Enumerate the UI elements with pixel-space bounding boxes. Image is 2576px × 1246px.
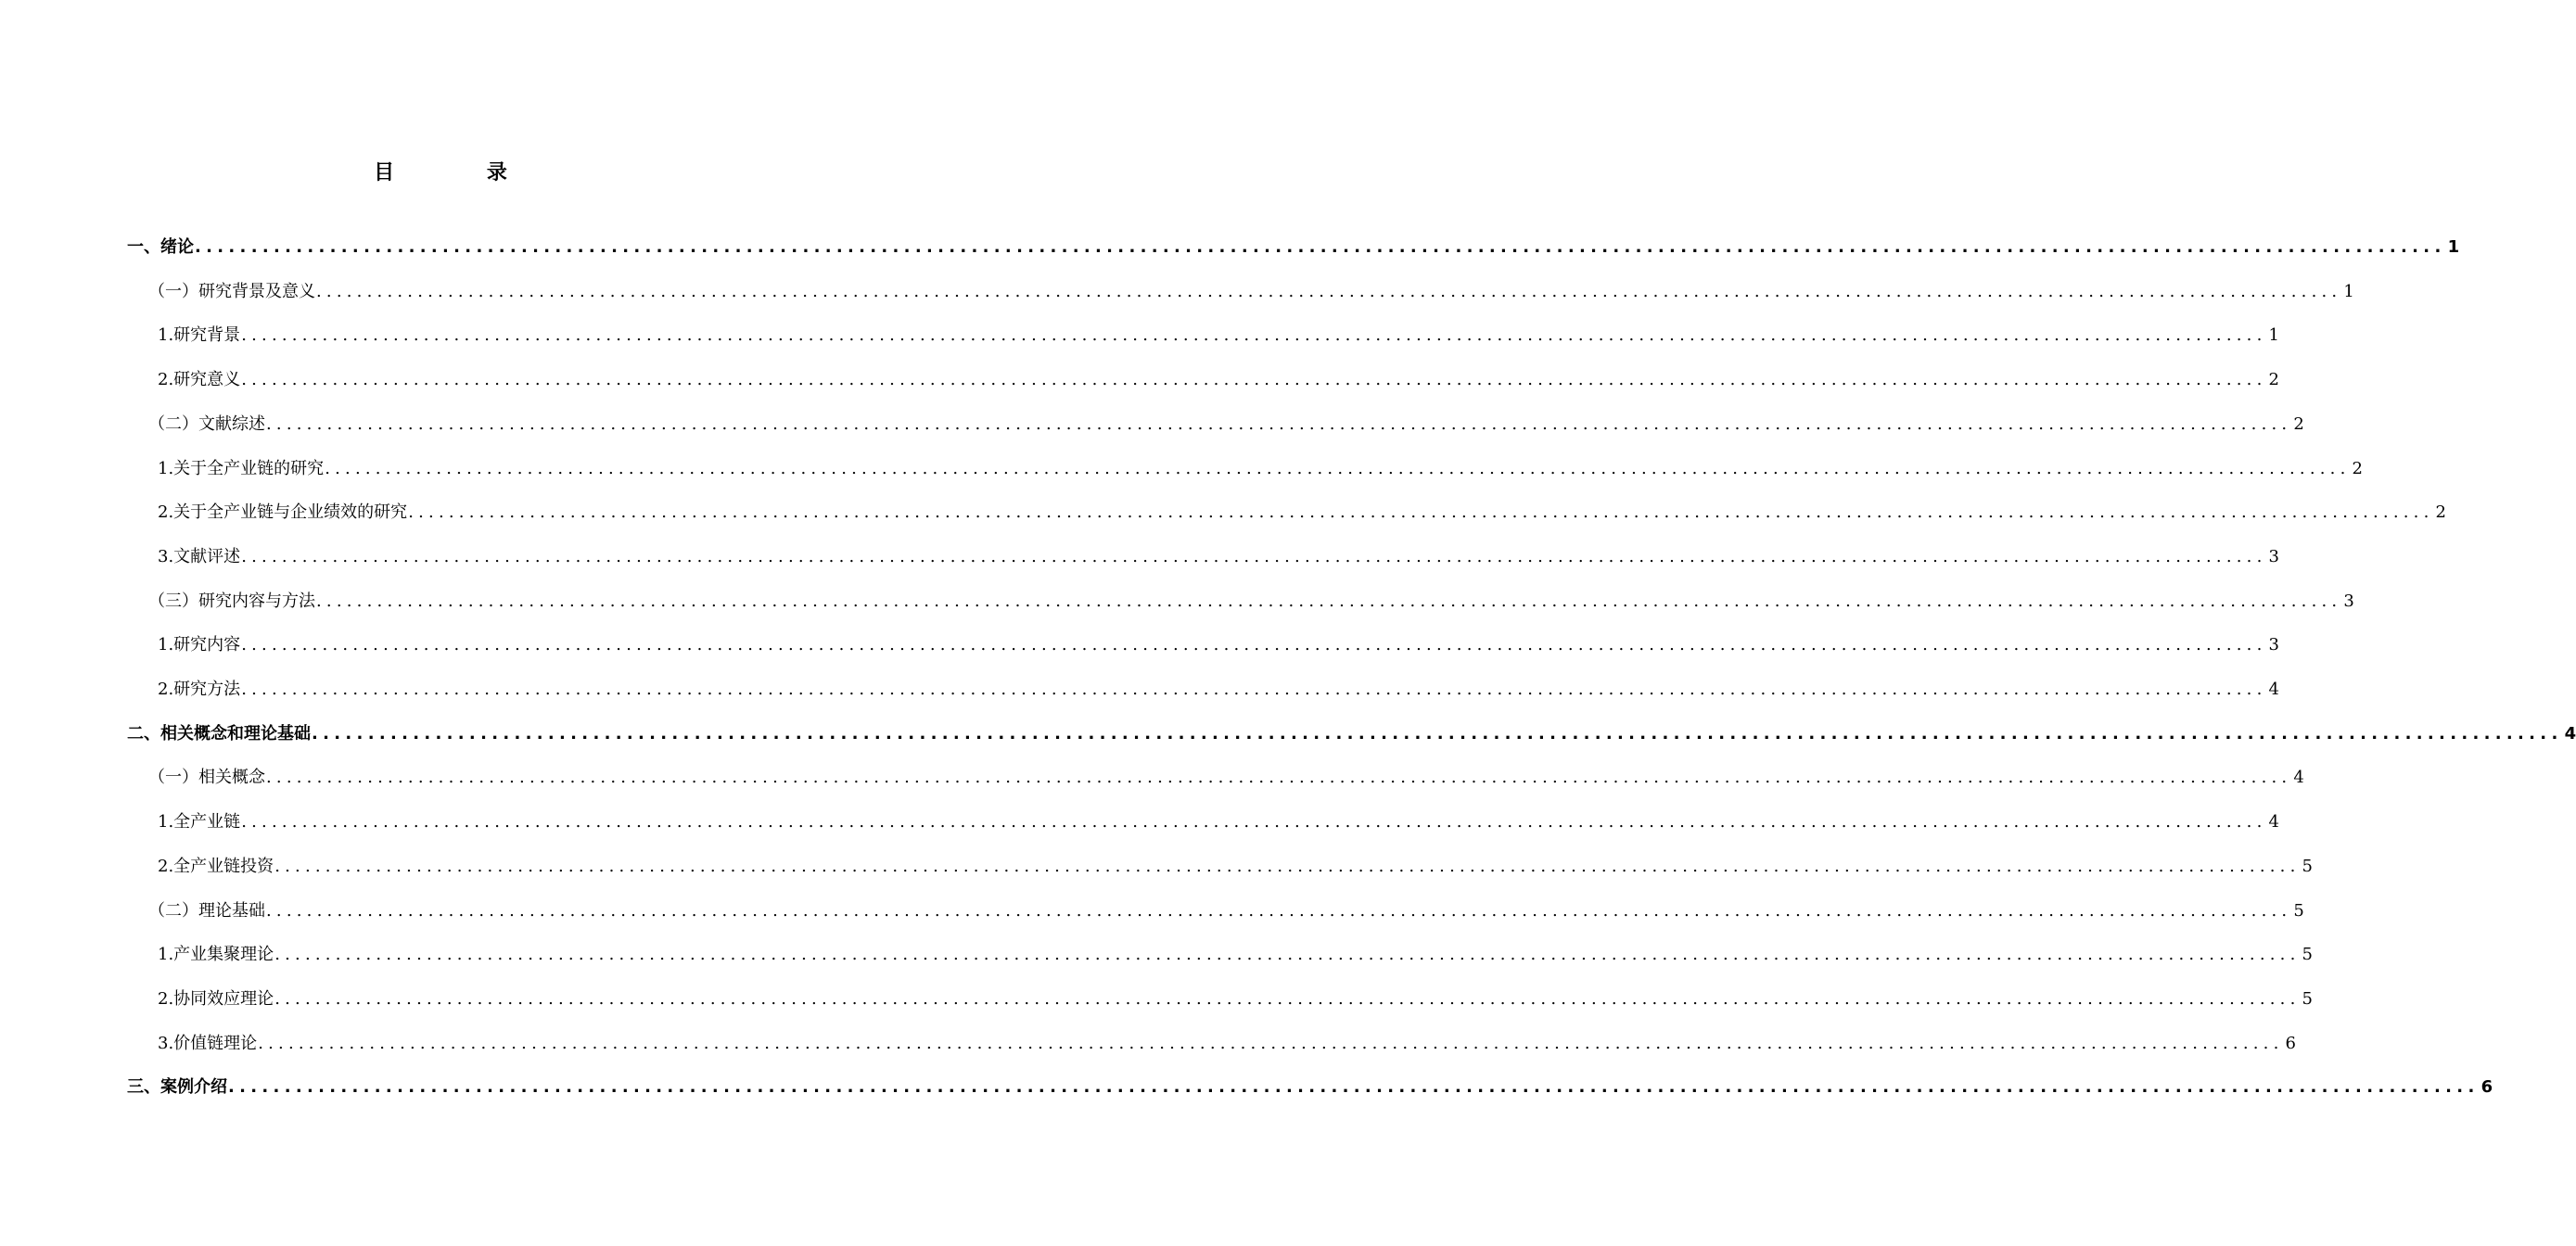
toc-entry[interactable] bbox=[127, 716, 2576, 753]
toc-page-number: 3 bbox=[2268, 635, 2279, 655]
toc-entry-label: （二）理论基础 bbox=[148, 900, 265, 921]
toc-page-number: 5 bbox=[2302, 945, 2313, 965]
toc-entry[interactable] bbox=[148, 273, 2354, 311]
toc-page-number: 2 bbox=[2293, 413, 2304, 434]
toc-entry[interactable] bbox=[158, 936, 2313, 973]
toc-dot-leader: ........................................................................................................................................................................................................ bbox=[241, 546, 2267, 566]
toc-dot-leader: ........................................................................................................................................................................................................ bbox=[241, 370, 2267, 390]
toc-entry[interactable] bbox=[158, 362, 2279, 399]
toc-dot-leader: ........................................................................................................................................................................................................ bbox=[266, 768, 2292, 788]
toc-entry[interactable] bbox=[148, 583, 2354, 620]
toc-entry-label: 2.协同效应理论 bbox=[158, 988, 274, 1009]
toc-page-number: 1 bbox=[2268, 325, 2279, 346]
toc-entry-label: 三、案例介绍 bbox=[127, 1077, 227, 1098]
toc-dot-leader: ........................................................................................................................................................................................................ bbox=[312, 723, 2563, 744]
toc-dot-leader: ........................................................................................................................................................................................................ bbox=[241, 635, 2267, 655]
toc-entry[interactable] bbox=[158, 627, 2279, 664]
toc-page-number: 3 bbox=[2343, 591, 2354, 611]
toc-page-number: 4 bbox=[2268, 680, 2279, 699]
toc-page-number: 1 bbox=[2343, 281, 2354, 301]
toc-entry-label: 2.研究方法 bbox=[158, 680, 241, 699]
toc-entry-label: 1.产业集聚理论 bbox=[158, 945, 274, 965]
toc-entry-label: 2.全产业链投资 bbox=[158, 856, 274, 876]
toc-page-number: 2 bbox=[2352, 458, 2363, 478]
toc-page-number: 2 bbox=[2268, 370, 2279, 390]
toc-entry[interactable] bbox=[158, 317, 2279, 354]
toc-page-number: 6 bbox=[2480, 1077, 2493, 1098]
toc-entry[interactable] bbox=[158, 539, 2279, 576]
toc-entry[interactable] bbox=[158, 494, 2446, 531]
toc-dot-leader: ........................................................................................................................................................................................................ bbox=[316, 591, 2342, 611]
toc-page-number: 2 bbox=[2435, 502, 2446, 523]
toc-entry-label: 二、相关概念和理论基础 bbox=[127, 723, 311, 744]
toc-dot-leader: ........................................................................................................................................................................................................ bbox=[274, 856, 2301, 876]
toc-dot-leader: ........................................................................................................................................................................................................ bbox=[325, 458, 2351, 478]
toc-entry[interactable] bbox=[148, 893, 2304, 930]
toc-page-number: 5 bbox=[2293, 900, 2304, 921]
toc-entry[interactable] bbox=[158, 451, 2363, 488]
toc-entry[interactable] bbox=[127, 229, 2460, 266]
toc-dot-leader: ........................................................................................................................................................................................................ bbox=[266, 900, 2292, 921]
toc-dot-leader: ........................................................................................................................................................................................................ bbox=[408, 502, 2434, 523]
toc-dot-leader: ........................................................................................................................................................................................................ bbox=[241, 812, 2267, 833]
toc-entry-label: （一）相关概念 bbox=[148, 768, 265, 788]
toc-page-number: 4 bbox=[2293, 768, 2304, 788]
toc-entry-label: （三）研究内容与方法 bbox=[148, 591, 315, 611]
toc-dot-leader: ........................................................................................................................................................................................................ bbox=[258, 1033, 2284, 1053]
toc-page-number: 3 bbox=[2268, 546, 2279, 566]
toc-entry[interactable] bbox=[148, 759, 2304, 796]
toc-entry-label: （二）文献综述 bbox=[148, 413, 265, 434]
toc-dot-leader: ........................................................................................................................................................................................................ bbox=[274, 988, 2301, 1009]
toc-entry[interactable] bbox=[158, 1025, 2296, 1062]
toc-entry[interactable] bbox=[158, 804, 2279, 841]
toc-entry-label: 3.文献评述 bbox=[158, 546, 241, 566]
toc-dot-leader: ........................................................................................................................................................................................................ bbox=[316, 281, 2342, 301]
toc-entry-label: 1.关于全产业链的研究 bbox=[158, 458, 325, 478]
toc-dot-leader: ........................................................................................................................................................................................................ bbox=[228, 1077, 2480, 1098]
toc-dot-leader: ........................................................................................................................................................................................................ bbox=[241, 680, 2267, 699]
toc-entry-label: 1.研究内容 bbox=[158, 635, 241, 655]
toc-page-number: 6 bbox=[2285, 1033, 2296, 1053]
toc-entry-label: 2.关于全产业链与企业绩效的研究 bbox=[158, 502, 408, 523]
toc-entry-label: 1.全产业链 bbox=[158, 812, 241, 833]
toc-page-number: 5 bbox=[2302, 856, 2313, 876]
toc-page-number: 4 bbox=[2268, 812, 2279, 833]
toc-entry[interactable] bbox=[158, 981, 2313, 1018]
page-title: 目 录 bbox=[374, 161, 550, 184]
toc-entry-label: 3.价值链理论 bbox=[158, 1033, 258, 1053]
toc-dot-leader: ........................................................................................................................................................................................................ bbox=[195, 237, 2446, 257]
toc-entry[interactable] bbox=[127, 1069, 2493, 1106]
toc-dot-leader: ........................................................................................................................................................................................................ bbox=[241, 325, 2267, 346]
toc-page-number: 1 bbox=[2447, 237, 2460, 257]
toc-page-number: 4 bbox=[2564, 723, 2576, 744]
toc-entry[interactable] bbox=[158, 848, 2313, 885]
toc-entry-label: （一）研究背景及意义 bbox=[148, 281, 315, 301]
toc-entry[interactable] bbox=[148, 406, 2304, 443]
toc-page-number: 5 bbox=[2302, 988, 2313, 1009]
toc-entry-label: 一、绪论 bbox=[127, 237, 194, 257]
toc-entry-label: 2.研究意义 bbox=[158, 370, 241, 390]
toc-entry-label: 1.研究背景 bbox=[158, 325, 241, 346]
toc-dot-leader: ........................................................................................................................................................................................................ bbox=[266, 413, 2292, 434]
toc-dot-leader: ........................................................................................................................................................................................................ bbox=[274, 945, 2301, 965]
toc-entry[interactable] bbox=[158, 671, 2279, 708]
